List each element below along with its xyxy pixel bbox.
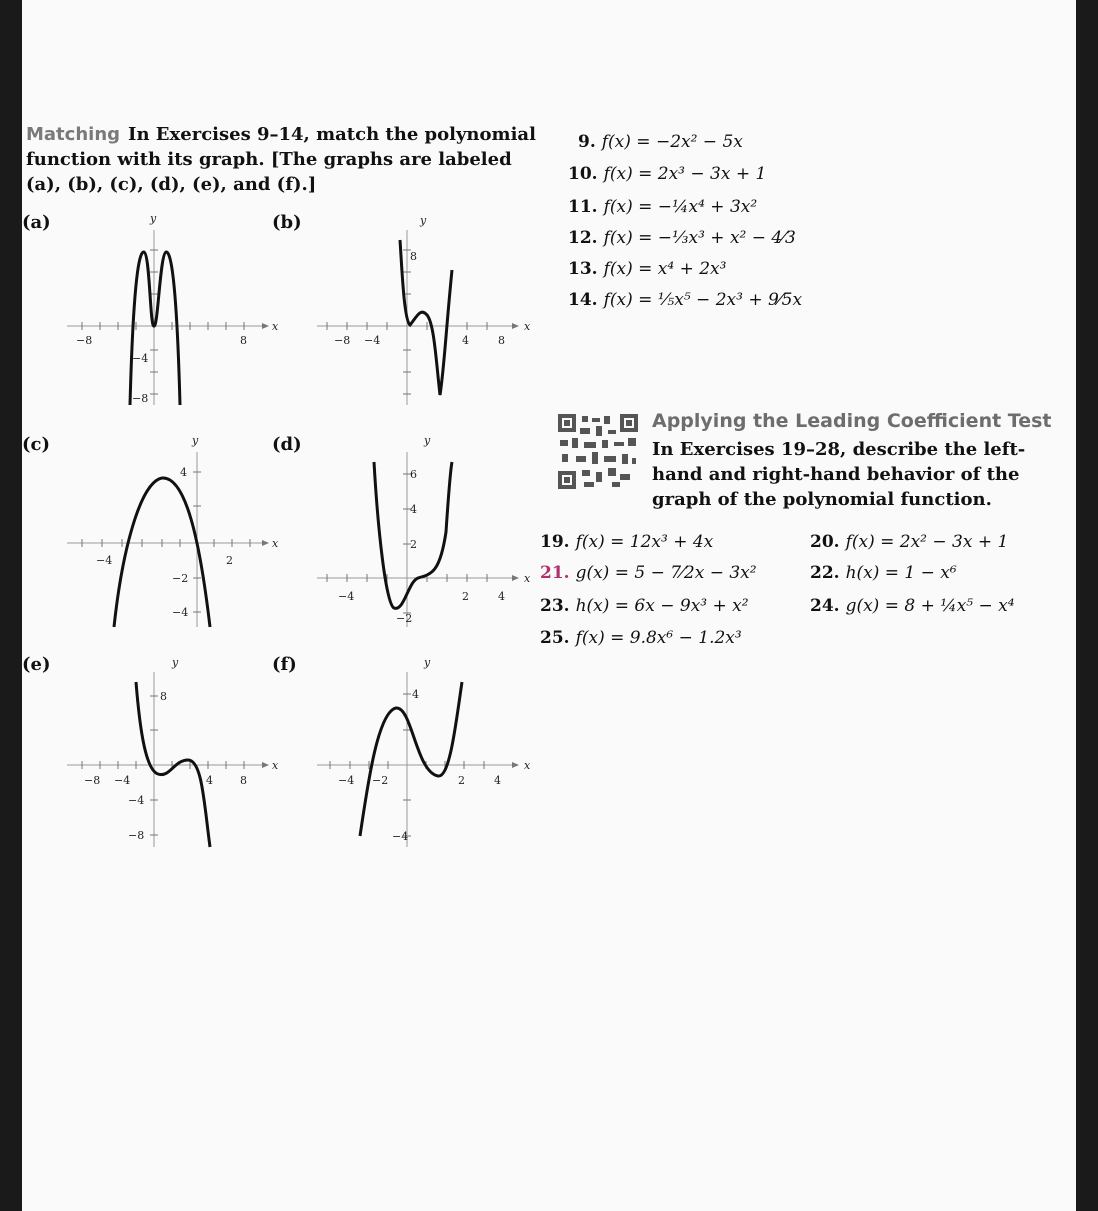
svg-text:y: y bbox=[150, 212, 157, 225]
textbook-page bbox=[22, 0, 1076, 1211]
matching-intro bbox=[26, 122, 546, 197]
svg-text:−4: −4 bbox=[338, 774, 355, 787]
svg-text:4: 4 bbox=[180, 466, 187, 479]
svg-text:−4: −4 bbox=[96, 554, 113, 567]
exercise-24: 24. g(x) = 8 + ¼x⁵ − x⁴ bbox=[810, 596, 1015, 616]
svg-text:y: y bbox=[424, 434, 431, 447]
svg-text:−2: −2 bbox=[372, 774, 389, 787]
svg-text:−2: −2 bbox=[172, 572, 189, 585]
qr-code-icon bbox=[558, 414, 638, 489]
svg-text:−8: −8 bbox=[76, 334, 93, 347]
section-title: Applying the Leading Coefficient Test bbox=[652, 410, 1052, 432]
svg-text:4: 4 bbox=[412, 688, 419, 701]
matching-instructions: In Exercises 9–14, match the polynomial function with its graph. [The graphs are labeled (a), (b), (c), (d), (e), and (f).] bbox=[26, 124, 536, 195]
curve-d bbox=[374, 462, 452, 608]
graph-e bbox=[62, 652, 292, 852]
svg-text:−8: −8 bbox=[128, 829, 145, 842]
svg-text:−8: −8 bbox=[84, 774, 101, 787]
svg-text:4: 4 bbox=[206, 774, 213, 787]
svg-text:2: 2 bbox=[410, 538, 417, 551]
graph-label-d: (d) bbox=[272, 434, 302, 455]
svg-text:4: 4 bbox=[462, 334, 469, 347]
exercise-11: 11. f(x) = −¼x⁴ + 3x² bbox=[568, 197, 758, 217]
exercise-9: 9. f(x) = −2x² − 5x bbox=[578, 132, 743, 152]
svg-text:−8: −8 bbox=[334, 334, 351, 347]
svg-text:2: 2 bbox=[226, 554, 233, 567]
graph-a bbox=[62, 210, 292, 410]
svg-text:x: x bbox=[272, 320, 279, 333]
svg-text:x: x bbox=[524, 572, 531, 585]
exercise-22: 22. h(x) = 1 − x⁶ bbox=[810, 563, 957, 583]
svg-text:−4: −4 bbox=[392, 830, 409, 843]
exercise-10: 10. f(x) = 2x³ − 3x + 1 bbox=[568, 164, 767, 184]
svg-text:y: y bbox=[172, 656, 179, 669]
svg-text:−8: −8 bbox=[132, 392, 149, 405]
svg-text:4: 4 bbox=[498, 590, 505, 603]
svg-text:−4: −4 bbox=[338, 590, 355, 603]
matching-heading: Matching bbox=[26, 124, 121, 145]
svg-text:−4: −4 bbox=[132, 352, 149, 365]
svg-text:y: y bbox=[420, 214, 427, 227]
exercise-12: 12. f(x) = −⅓x³ + x² − 4⁄3 bbox=[568, 228, 796, 248]
svg-text:−2: −2 bbox=[396, 612, 413, 625]
svg-text:6: 6 bbox=[410, 468, 417, 481]
curve-f bbox=[360, 682, 462, 836]
svg-text:x: x bbox=[272, 537, 279, 550]
exercise-19: 19. f(x) = 12x³ + 4x bbox=[540, 532, 714, 552]
exercise-14: 14. f(x) = ⅕x⁵ − 2x³ + 9⁄5x bbox=[568, 290, 803, 310]
svg-text:y: y bbox=[192, 434, 199, 447]
graph-label-e: (e) bbox=[22, 654, 51, 675]
svg-text:2: 2 bbox=[458, 774, 465, 787]
section-instructions: In Exercises 19–28, describe the left-hand and right-hand behavior of the graph of the polynomial function. bbox=[652, 439, 1026, 510]
exercise-23: 23. h(x) = 6x − 9x³ + x² bbox=[540, 596, 749, 616]
svg-text:x: x bbox=[524, 759, 531, 772]
graph-label-f: (f) bbox=[272, 654, 297, 675]
svg-text:8: 8 bbox=[240, 334, 247, 347]
graph-label-a: (a) bbox=[22, 212, 51, 233]
svg-text:x: x bbox=[272, 759, 279, 772]
graph-f bbox=[312, 652, 542, 852]
graph-label-b: (b) bbox=[272, 212, 302, 233]
svg-text:y: y bbox=[424, 656, 431, 669]
graph-c bbox=[62, 432, 292, 632]
svg-text:−4: −4 bbox=[128, 794, 145, 807]
svg-text:2: 2 bbox=[462, 590, 469, 603]
svg-text:−4: −4 bbox=[172, 606, 189, 619]
svg-text:−4: −4 bbox=[114, 774, 131, 787]
svg-text:−4: −4 bbox=[364, 334, 381, 347]
exercise-21: 21. g(x) = 5 − 7⁄2x − 3x² bbox=[540, 563, 757, 583]
svg-text:4: 4 bbox=[410, 503, 417, 516]
svg-text:8: 8 bbox=[498, 334, 505, 347]
exercise-20: 20. f(x) = 2x² − 3x + 1 bbox=[810, 532, 1009, 552]
svg-text:4: 4 bbox=[494, 774, 501, 787]
svg-text:x: x bbox=[524, 320, 531, 333]
graph-label-c: (c) bbox=[22, 434, 50, 455]
svg-text:8: 8 bbox=[240, 774, 247, 787]
svg-text:8: 8 bbox=[160, 690, 167, 703]
exercise-13: 13. f(x) = x⁴ + 2x³ bbox=[568, 259, 727, 279]
svg-text:8: 8 bbox=[410, 250, 417, 263]
graph-d bbox=[312, 432, 542, 632]
graph-b bbox=[312, 210, 542, 410]
curve-c bbox=[114, 478, 210, 627]
exercise-25: 25. f(x) = 9.8x⁶ − 1.2x³ bbox=[540, 628, 742, 648]
